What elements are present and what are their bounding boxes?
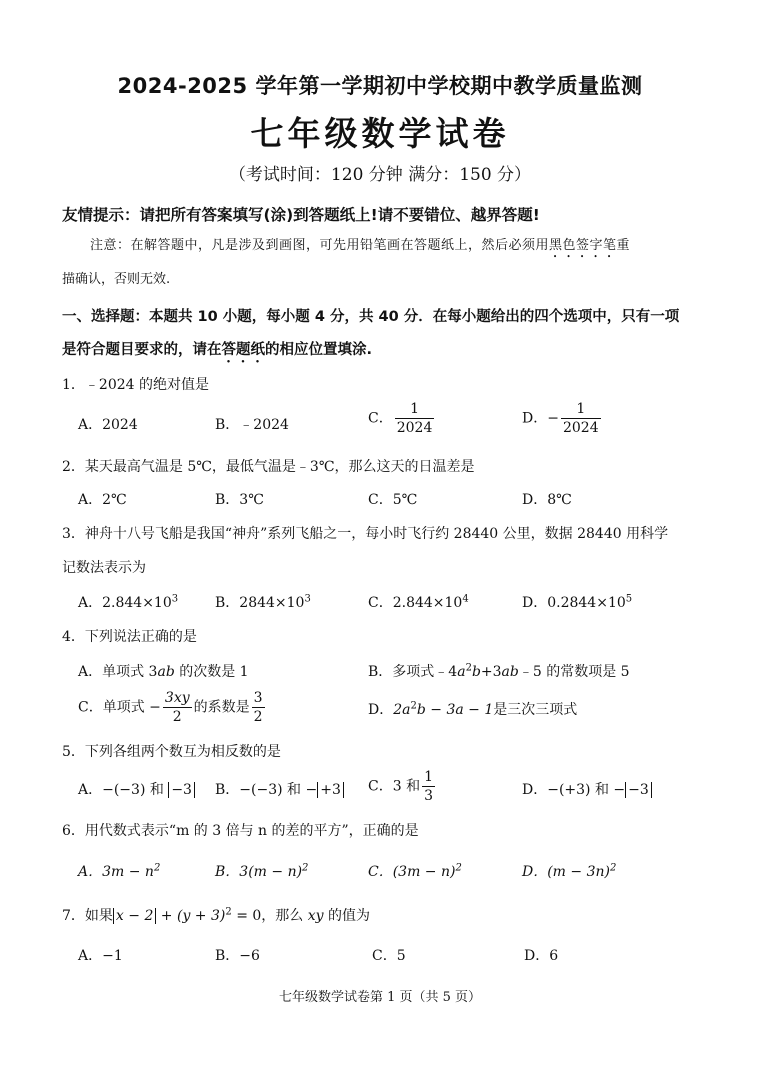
section-dotted: 答题纸 [221,342,265,358]
q5-option-a: A．−(−3) 和 −3 [78,779,195,799]
q4-option-d: D．$2a^2b - 3a - 1$是三次三项式 [368,700,578,718]
q2-option-a: A．2℃ [78,492,127,508]
q3-option-a: A．$2.844\times 10^3$ [78,593,179,611]
section-heading-line1: 一、选择题：本题共 10 小题，每小题 4 分，共 40 分．在每小题给出的四个选项中，只有一项 [62,309,680,325]
question-5-stem: 5．下列各组两个数互为相反数的是 [62,744,281,760]
note-line2: 描确认，否则无效. [62,272,171,287]
question-3-stem-line1: 3．神舟十八号飞船是我国“神舟”系列飞船之一，每小时飞行约 28440 公里，数据 28440 用科学 [62,526,669,542]
q7-option-b: B．−6 [215,948,260,964]
q6-option-c: C．$(3m - n)^2$ [368,862,462,880]
q3-option-d: D．$0.2844\times 10^5$ [522,593,633,611]
question-7-stem: 7．如果 $x - 2 + (y + 3)^2 = 0$，那么 xy 的值为 [62,906,371,924]
question-3-stem-line2: 记数法表示为 [62,560,146,576]
q2-option-b: B．3℃ [215,492,264,508]
q1-option-d: D．− $\frac{1}{2024}$ [522,401,599,436]
q7-option-c: C．5 [372,948,406,964]
note-line1: 注意：在解答题中，凡是涉及到画图，可先用铅笔画在答题纸上，然后必须用黑色签字笔重 [90,238,631,253]
q7-option-d: D．6 [524,948,559,964]
q5-option-b: B．−(−3) 和 − +3 [215,779,344,799]
q5-option-c: C．3 和 $\frac{1}{3}$ [368,769,433,804]
q4-option-a: A．单项式 3ab 的次数是 1 [78,664,249,680]
page-footer: 七年级数学试卷第 1 页（共 5 页） [278,990,482,1005]
question-6-stem: 6．用代数式表示“m 的 3 倍与 n 的差的平方”，正确的是 [62,823,419,839]
q6-option-b: B．$3(m - n)^2$ [215,862,309,880]
q5-option-d: D．−(+3) 和 − −3 [522,779,652,799]
q7-option-a: A．−1 [78,948,123,964]
friendly-tip: 友情提示：请把所有答案填写(涂)到答题纸上!请不要错位、越界答题! [62,206,540,224]
section-heading-line2: 是符合题目要求的，请在答题纸的相应位置填涂. [62,342,373,358]
q6-option-a: A．$3m - n^2$ [78,862,161,880]
question-1-stem: 1．﹣2024 的绝对值是 [62,377,209,393]
exam-title-line2: 七年级数学试卷 [250,114,510,153]
q1-option-b: B．﹣2024 [215,417,289,433]
q2-option-c: C．5℃ [368,492,418,508]
q4-option-b: B．多项式$﹣4a^2b+3ab﹣5$ 的常数项是 5 [368,662,630,680]
q2-option-d: D．8℃ [522,492,572,508]
question-4-stem: 4．下列说法正确的是 [62,629,197,645]
note-dotted: 黑色签字笔 [549,238,617,253]
exam-subtitle: （考试时间：120 分钟 满分：150 分） [228,165,532,185]
question-2-stem: 2．某天最高气温是 5℃，最低气温是﹣3℃，那么这天的日温差是 [62,459,475,475]
q1-option-a: A．2024 [78,417,138,433]
q6-option-d: D．$(m - 3n)^2$ [522,862,617,880]
q3-option-b: B．$2844\times 10^3$ [215,593,311,611]
q4-option-c: C．单项式 − $\frac{3xy}{2}$ 的系数是 $\frac{3}{2}$ [78,690,263,725]
q3-option-c: C．$2.844\times 10^4$ [368,593,469,611]
exam-title-line1: 2024-2025 学年第一学期初中学校期中教学质量监测 [117,74,643,98]
q1-option-c: C． $\frac{1}{2024}$ [368,401,433,436]
